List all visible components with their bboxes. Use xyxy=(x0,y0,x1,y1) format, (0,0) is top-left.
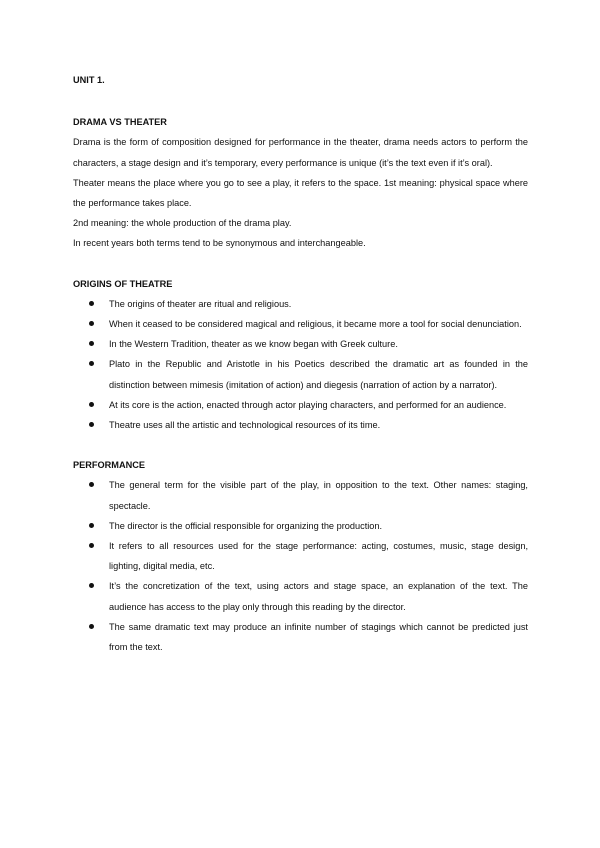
bullet-icon xyxy=(89,341,94,346)
document-body xyxy=(73,70,528,657)
bullet-icon xyxy=(89,543,94,548)
list-item: It’s the concretization of the text, using actors and stage space, an explanation of the text. The audience has access to the play only through this reading by the director. xyxy=(73,576,528,616)
list-item: The same dramatic text may produce an infinite number of stagings which cannot be predicted just from the text. xyxy=(73,617,528,657)
bullet-icon xyxy=(89,402,94,407)
bullet-list xyxy=(73,294,528,435)
bullet-icon xyxy=(89,361,94,366)
list-item: Plato in the Republic and Aristotle in his Poetics described the dramatic art as founded in the distinction between mimesis (imitation of action) and diegesis (narration of action by a narrator). xyxy=(73,354,528,394)
list-item: When it ceased to be considered magical and religious, it became more a tool for social denunciation. xyxy=(73,314,528,334)
bullet-icon xyxy=(89,482,94,487)
bullet-icon xyxy=(89,624,94,629)
bullet-icon xyxy=(89,422,94,427)
paragraph: In recent years both terms tend to be synonymous and interchangeable. xyxy=(73,238,366,249)
unit-title: UNIT 1. xyxy=(73,75,105,85)
section-heading-performance: PERFORMANCE xyxy=(73,460,145,471)
paragraph: 2nd meaning: the whole production of the drama play. xyxy=(73,218,292,229)
list-item: It refers to all resources used for the stage performance: acting, costumes, music, stage design, lighting, digital media, etc. xyxy=(73,536,528,576)
list-item: In the Western Tradition, theater as we know began with Greek culture. xyxy=(73,334,528,354)
bullet-icon xyxy=(89,583,94,588)
paragraph: Drama is the form of composition designed for performance in the theater, drama needs actors to perform the characters, a stage design and it’s temporary, every performance is unique (it’s the text even if it’s oral). xyxy=(73,137,528,168)
bullet-icon xyxy=(89,523,94,528)
section-heading-origins-of-theatre: ORIGINS OF THEATRE xyxy=(73,278,173,289)
bullet-list xyxy=(73,475,528,657)
list-item: The origins of theater are ritual and religious. xyxy=(73,294,528,314)
list-item: Theatre uses all the artistic and technological resources of its time. xyxy=(73,415,528,435)
list-item: At its core is the action, enacted through actor playing characters, and performed for an audience. xyxy=(73,395,528,415)
bullet-icon xyxy=(89,301,94,306)
paragraph: Theater means the place where you go to see a play, it refers to the space. 1st meaning: physical space where the performance takes place. xyxy=(73,177,528,209)
list-item: The director is the official responsible for organizing the production. xyxy=(73,516,528,536)
list-item: The general term for the visible part of the play, in opposition to the text. Other names: staging, spectacle. xyxy=(73,475,528,515)
section-heading-drama-vs-theater: DRAMA VS THEATER xyxy=(73,117,167,128)
bullet-icon xyxy=(89,321,94,326)
